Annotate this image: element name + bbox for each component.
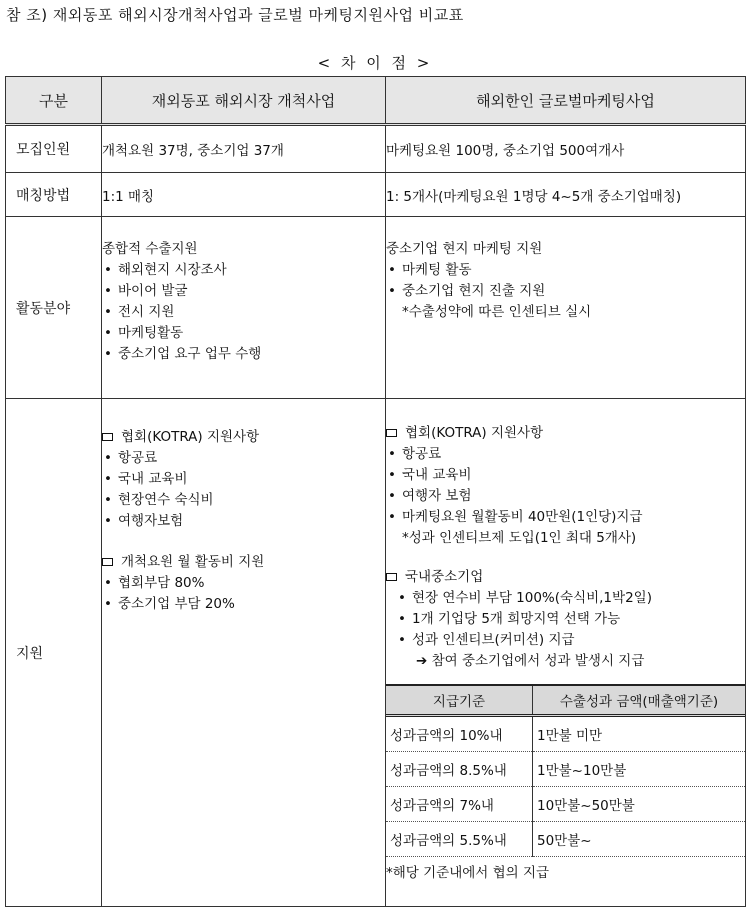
row-recruit	[6, 125, 746, 173]
support-a-heading-2: 개척요원 월 활동비 지원	[102, 552, 385, 573]
list-item: • 현장 연수비 부담 100%(숙식비,1박2일)	[396, 588, 745, 609]
row-label-recruit: 모집인원	[6, 125, 102, 173]
table-row	[386, 752, 745, 787]
list-item: • 마케팅요원 월활동비 40만원(1인당)지급	[386, 507, 745, 528]
activity-b-note: *수출성약에 따른 인센티브 실시	[402, 304, 592, 320]
row-label-support: 지원	[6, 399, 102, 907]
row-label-matching: 매칭방법	[6, 173, 102, 217]
matching-program-a: 1:1 매칭	[102, 173, 386, 217]
table-row	[386, 787, 745, 822]
list-item: • 바이어 발굴	[102, 281, 385, 302]
matching-program-b: 1: 5개사(마케팅요원 1명당 4~5개 중소기업매칭)	[386, 173, 746, 217]
list-item: • 중소기업 현지 진출 지원	[386, 281, 745, 302]
list-item: • 중소기업 요구 업무 수행	[102, 344, 385, 365]
header-program-a: 재외동포 해외시장 개척사업	[102, 77, 386, 125]
list-item: • 해외현지 시장조사	[102, 260, 385, 281]
table-cell: 성과금액의 10%내	[386, 716, 533, 752]
table-row	[386, 822, 745, 857]
support-b-note-1: *성과 인센티브제 도입(1인 최대 5개사)	[402, 530, 637, 546]
list-item: • 전시 지원	[102, 302, 385, 323]
table-cell: 성과금액의 7%내	[386, 787, 533, 822]
support-program-a	[102, 399, 386, 907]
list-item: • 여행자 보험	[386, 486, 745, 507]
table-cell: 1만불~10만불	[533, 752, 746, 787]
support-b-arrow-note: ➔ 참여 중소기업에서 성과 발생시 지급	[416, 653, 645, 669]
list-item: • 국내 교육비	[102, 469, 385, 490]
list-item: • 중소기업 부담 20%	[102, 594, 385, 615]
table-cell: 50만불~	[533, 822, 746, 857]
support-a-list-1	[102, 448, 385, 532]
activity-program-b	[386, 217, 746, 399]
list-item: • 항공료	[102, 448, 385, 469]
table-row	[386, 716, 745, 752]
activity-b-list	[386, 260, 745, 302]
square-bullet-icon	[102, 558, 113, 566]
list-item: • 1개 기업당 5개 희망지역 선택 가능	[396, 609, 745, 630]
recruit-program-a: 개척요원 37명, 중소기업 37개	[102, 125, 386, 173]
activity-program-a	[102, 217, 386, 399]
square-bullet-icon	[386, 429, 397, 437]
comparison-table	[5, 76, 746, 907]
incentive-header-row	[386, 685, 745, 716]
table-cell: 1만불 미만	[533, 716, 746, 752]
activity-a-intro: 종합적 수출지원	[102, 241, 198, 257]
incentive-note: *해당 기준내에서 협의 지급	[386, 865, 550, 881]
support-b-list-2	[386, 588, 745, 651]
support-program-b	[386, 399, 746, 907]
row-activity	[6, 217, 746, 399]
list-item: • 성과 인센티브(커미션) 지급	[396, 630, 745, 651]
incentive-table	[386, 684, 745, 857]
support-b-heading-1: 협회(KOTRA) 지원사항	[386, 423, 745, 444]
activity-b-intro: 중소기업 현지 마케팅 지원	[386, 241, 543, 257]
incentive-header-amount: 수출성과 금액(매출액기준)	[533, 685, 746, 716]
activity-a-list	[102, 260, 385, 365]
square-bullet-icon	[102, 433, 113, 441]
list-item: • 마케팅활동	[102, 323, 385, 344]
recruit-program-b: 마케팅요원 100명, 중소기업 500여개사	[386, 125, 746, 173]
list-item: • 마케팅 활동	[386, 260, 745, 281]
support-a-heading-1: 협회(KOTRA) 지원사항	[102, 427, 385, 448]
document-title: 참 조) 재외동포 해외시장개척사업과 글로벌 마케팅지원사업 비교표	[6, 6, 464, 24]
table-header-row	[6, 77, 746, 125]
table-cell: 성과금액의 5.5%내	[386, 822, 533, 857]
header-category: 구분	[6, 77, 102, 125]
list-item: • 여행자보험	[102, 511, 385, 532]
support-a-list-2	[102, 573, 385, 615]
list-item: • 국내 교육비	[386, 465, 745, 486]
support-b-heading-2: 국내중소기업	[386, 567, 745, 588]
support-b-list-1	[386, 444, 745, 528]
header-program-b: 해외한인 글로벌마케팅사업	[386, 77, 746, 125]
row-matching	[6, 173, 746, 217]
square-bullet-icon	[386, 573, 397, 581]
list-item: • 현장연수 숙식비	[102, 490, 385, 511]
list-item: • 협회부담 80%	[102, 573, 385, 594]
incentive-header-criteria: 지급기준	[386, 685, 533, 716]
table-cell: 10만불~50만불	[533, 787, 746, 822]
list-item: • 항공료	[386, 444, 745, 465]
row-support	[6, 399, 746, 907]
section-subtitle: < 차 이 점 >	[317, 54, 433, 72]
row-label-activity: 활동분야	[6, 217, 102, 399]
table-cell: 성과금액의 8.5%내	[386, 752, 533, 787]
